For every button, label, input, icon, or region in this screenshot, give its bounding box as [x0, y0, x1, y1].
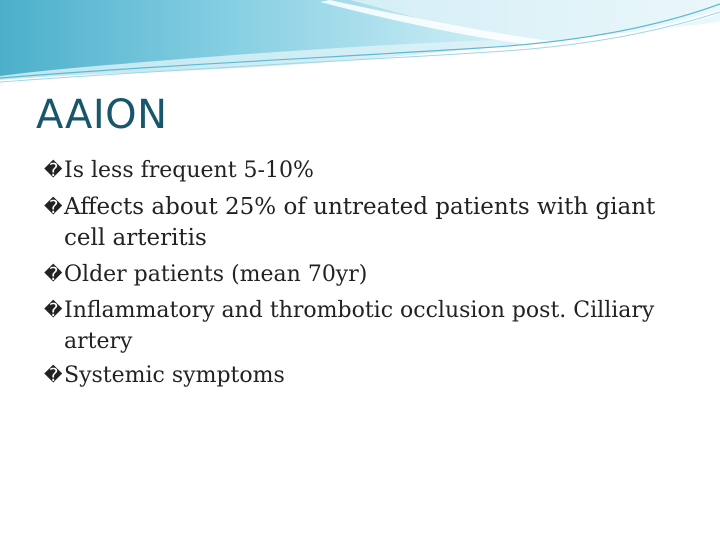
- slide-title: AAION: [36, 92, 168, 138]
- bullet-marker-icon: �: [44, 300, 63, 321]
- bullet-text: Affects about 25% of untreated patients with giant cell arteritis: [64, 194, 656, 251]
- bullet-item: [44, 192, 694, 254]
- bullet-marker-icon: �: [44, 197, 63, 218]
- bullet-text: Systemic symptoms: [64, 363, 285, 388]
- bullet-item: [44, 156, 694, 186]
- bullet-text: Inflammatory and thrombotic occlusion post. Cilliary artery: [64, 298, 655, 354]
- bullet-item: [44, 295, 694, 357]
- bullet-text: Is less frequent 5-10%: [64, 158, 314, 183]
- bullet-marker-icon: �: [44, 160, 63, 181]
- header-wave-decoration: [0, 0, 720, 90]
- bullet-item: [44, 260, 694, 290]
- bullet-text: Older patients (mean 70yr): [64, 262, 368, 287]
- bullet-item: [44, 361, 694, 391]
- bullet-marker-icon: �: [44, 264, 63, 285]
- bullet-marker-icon: �: [44, 365, 63, 386]
- bullet-list: [44, 156, 694, 391]
